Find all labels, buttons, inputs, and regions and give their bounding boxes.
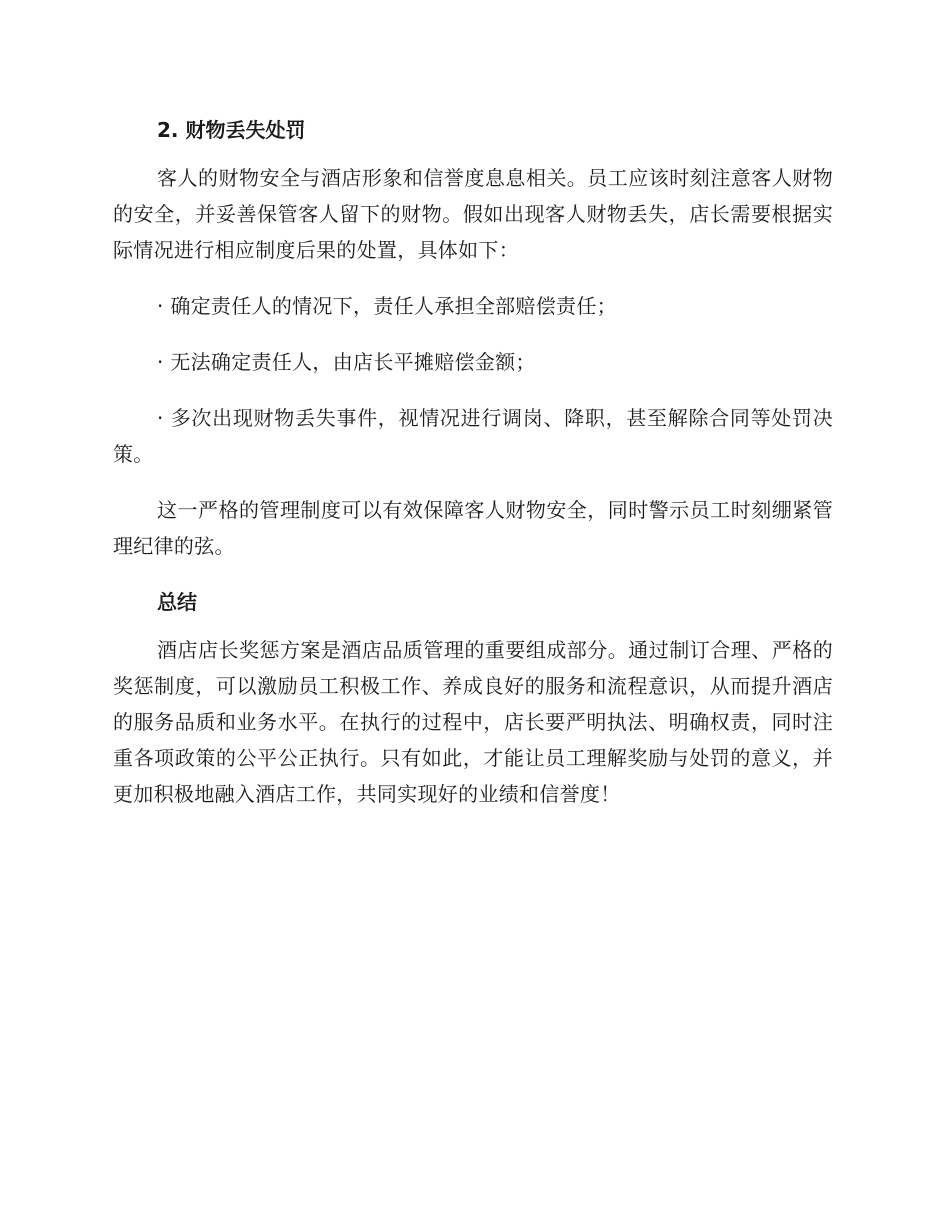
paragraph-intro: 客人的财物安全与酒店形象和信誉度息息相关。员工应该时刻注意客人财物的安全，并妥善保管客人留下的财物。假如出现客人财物丢失，店长需要根据实际情况进行相应制度后果的处置，具体如下： [113,166,833,262]
paragraph-summary: 酒店店长奖惩方案是酒店品质管理的重要组成部分。通过制订合理、严格的奖惩制度，可以激励员工积极工作、养成良好的服务和流程意识，从而提升酒店的服务品质和业务水平。在执行的过程中，店长要严明执法、明确权责，同时注重各项政策的公平公正执行。只有如此，才能让员工理解奖励与处罚的意义，并更加积极地融入酒店工作，共同实现好的业绩和信誉度！ [113,638,833,806]
document-page [113,112,833,832]
bullet-item-3: · 多次出现财物丢失事件，视情况进行调岗、降职，甚至解除合同等处罚决策。 [113,406,833,466]
paragraph-closing: 这一严格的管理制度可以有效保障客人财物安全，同时警示员工时刻绷紧管理纪律的弦。 [113,498,833,558]
section-heading-property-loss: 2. 财物丢失处罚 [157,118,306,142]
bullet-item-1: · 确定责任人的情况下，责任人承担全部赔偿责任； [157,294,617,318]
bullet-item-2: · 无法确定责任人，由店长平摊赔偿金额； [157,350,536,374]
section-heading-summary: 总结 [157,590,197,614]
